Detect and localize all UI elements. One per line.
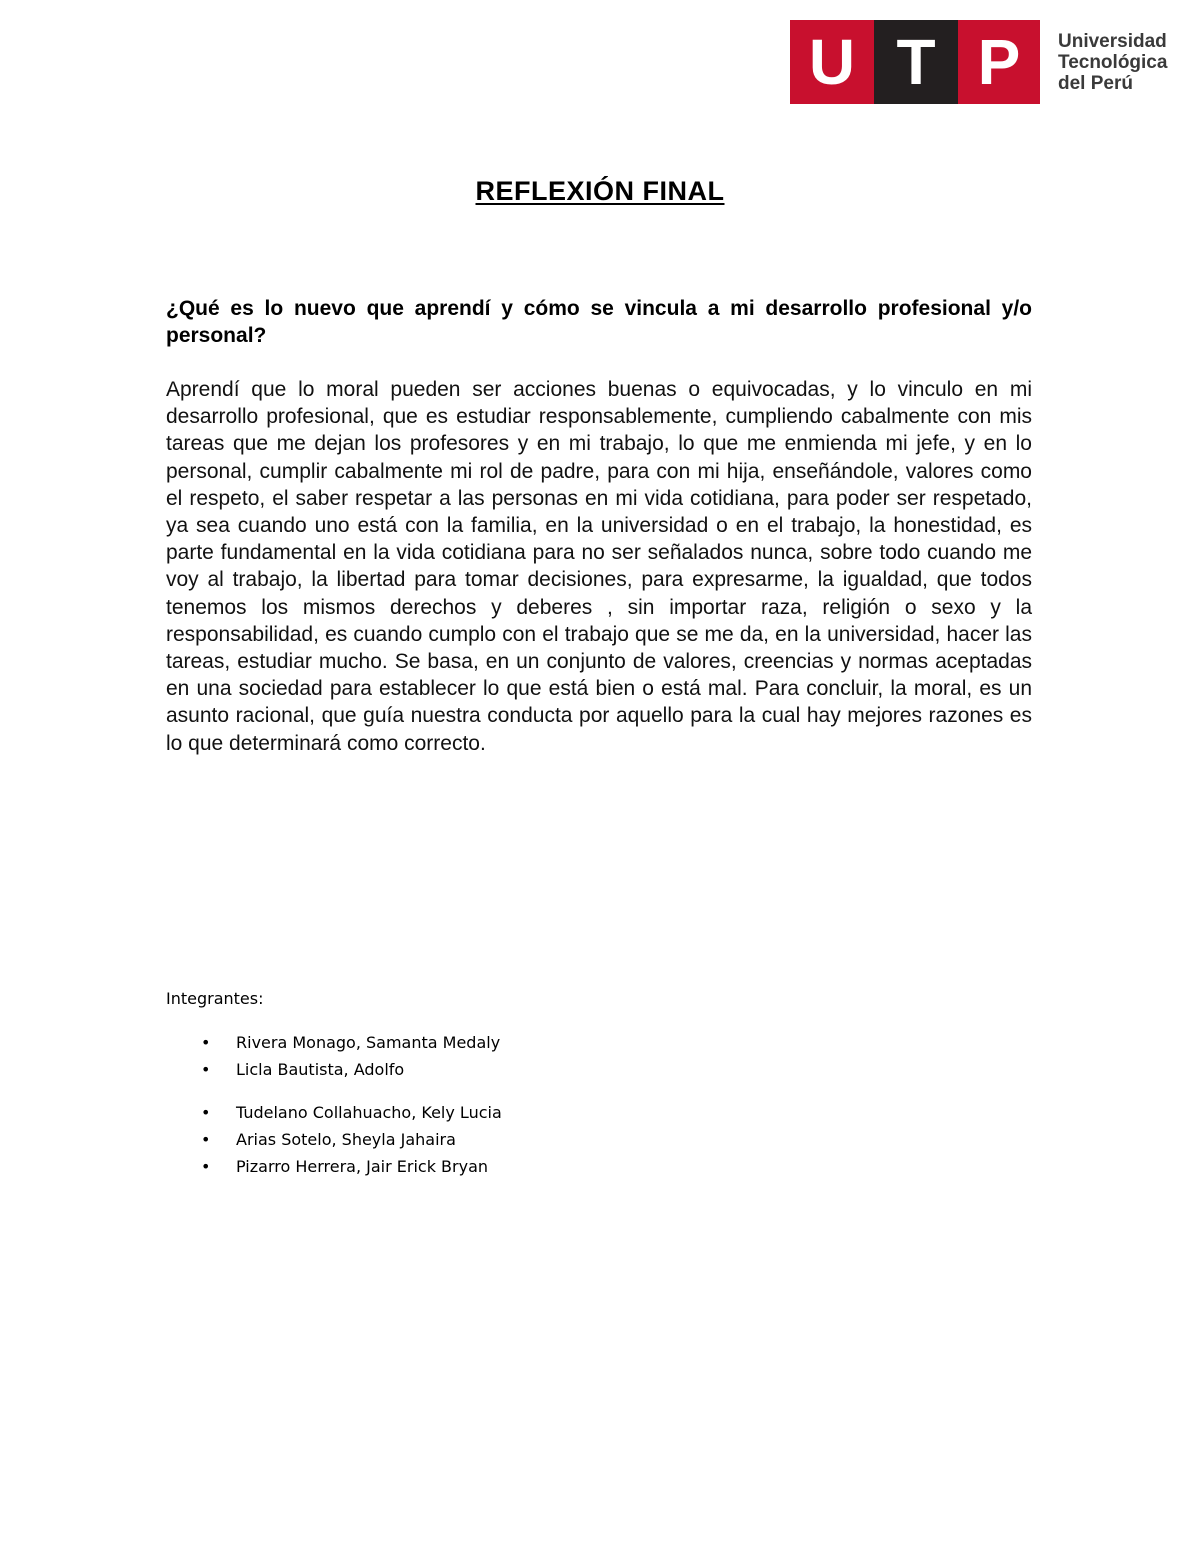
list-item: [166, 1029, 766, 1056]
list-item: [166, 1056, 766, 1083]
logo-name-line-2: Tecnológica: [1058, 51, 1168, 73]
members-list-1: [166, 1029, 766, 1083]
bullet-icon: •: [201, 1130, 211, 1149]
members-list-2: [166, 1099, 766, 1180]
bullet-icon: •: [201, 1103, 211, 1122]
logo-letter-u: U: [790, 20, 874, 104]
bullet-icon: •: [201, 1033, 211, 1052]
reflection-question: ¿Qué es lo nuevo que aprendí y cómo se vincula a mi desarrollo profesional y/o personal?: [166, 297, 1032, 347]
bullet-icon: •: [201, 1157, 211, 1176]
logo-name-line-3: del Perú: [1058, 72, 1133, 94]
member-name: Licla Bautista, Adolfo: [236, 1060, 405, 1079]
member-name: Arias Sotelo, Sheyla Jahaira: [236, 1130, 456, 1149]
logo-letter-t: T: [874, 20, 958, 104]
logo-name-line-1: Universidad: [1058, 30, 1167, 52]
logo-university-name: [1058, 20, 1167, 104]
member-name: Pizarro Herrera, Jair Erick Bryan: [236, 1157, 489, 1176]
utp-logo: [790, 20, 1167, 104]
list-item: [166, 1153, 766, 1180]
member-name: Rivera Monago, Samanta Medaly: [236, 1033, 501, 1052]
reflection-answer: Aprendí que lo moral pueden ser acciones buenas o equivocadas, y lo vinculo en mi desarrollo profesional, que es estudiar responsablemente, cumpliendo cabalmente con mis tareas que me dejan los profesores y en mi trabajo, lo que me enmienda mi jefe, y en lo personal, cumplir cabalmente mi rol de padre, para con mi hija, enseñándole, valores como el respeto, el saber respetar a las personas en mi vida cotidiana, para poder ser respetado, ya sea cuando uno está con la familia, en la universidad o en el trabajo, la honestidad, es parte fundamental en la vida cotidiana para no ser señalados nunca, sobre todo cuando me voy al trabajo, la libertad para tomar decisiones, para expresarme, la igualdad, que todos tenemos los mismos derechos y deberes , sin importar raza, religión o sexo y la responsabilidad, es cuando cumplo con el trabajo que se me da, en la universidad, hacer las tareas, estudiar mucho. Se basa, en un conjunto de valores, creencias y normas aceptadas en una sociedad para establecer lo que está bien o está mal. Para concluir, la moral, es un asunto racional, que guía nuestra conducta por aquello para la cual hay mejores razones es lo que determinará como correcto.: [166, 378, 1032, 755]
member-name: Tudelano Collahuacho, Kely Lucia: [236, 1103, 502, 1122]
document-title: REFLEXIÓN FINAL: [475, 176, 725, 206]
members-label: Integrantes:: [166, 989, 264, 1008]
bullet-icon: •: [201, 1060, 211, 1079]
list-item: [166, 1099, 766, 1126]
list-item: [166, 1126, 766, 1153]
logo-letter-p: P: [958, 20, 1040, 104]
